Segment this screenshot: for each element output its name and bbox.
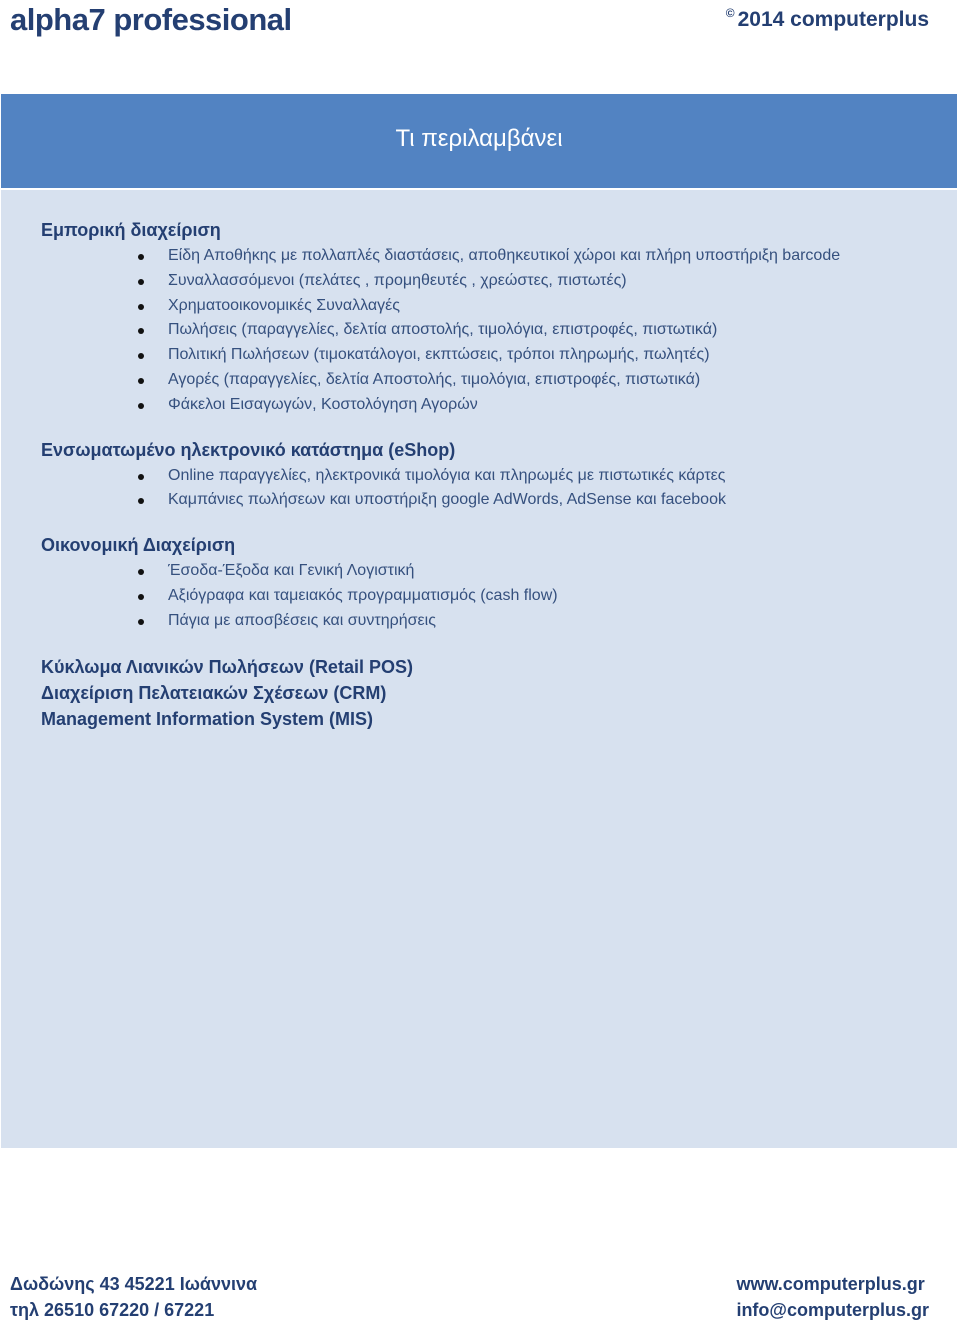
panel-header	[1, 94, 957, 190]
footer-address: Δωδώνης 43 45221 Ιωάννινα	[10, 1274, 258, 1294]
list-item-text: Χρηματοοικονομικές Συναλλαγές	[168, 296, 400, 314]
section-title: Οικονομική Διαχείριση	[41, 535, 236, 556]
bullet-icon	[138, 279, 144, 285]
list-item-text: Έσοδα-Έξοδα και Γενική Λογιστική	[168, 562, 415, 580]
list-item	[41, 244, 947, 269]
list-item	[41, 559, 947, 584]
copyright-text: 2014 computerplus	[737, 8, 929, 31]
brand-title: alpha7 professional	[10, 2, 292, 37]
bullet-icon	[138, 328, 144, 334]
list-item	[41, 464, 947, 489]
footer-phone: τηλ 26510 67220 / 67221	[10, 1300, 215, 1320]
list-item	[41, 609, 947, 634]
bullet-icon	[138, 474, 144, 480]
panel-title: Τι περιλαμβάνει	[395, 125, 563, 152]
copyright	[726, 8, 929, 32]
list-item-text: Αγορές (παραγγελίες, δελτία Αποστολής, τιμολόγια, επιστροφές, πιστωτικά)	[168, 370, 701, 388]
list-item-text: Πάγια με αποσβέσεις και συντηρήσεις	[168, 611, 436, 629]
bullet-icon	[138, 353, 144, 359]
footer-email[interactable]: info@computerplus.gr	[736, 1300, 929, 1320]
module-crm: Διαχείριση Πελατειακών Σχέσεων (CRM)	[41, 682, 387, 703]
bullet-icon	[138, 569, 144, 575]
section-title: Εμπορική διαχείριση	[41, 220, 221, 240]
bullet-icon	[138, 378, 144, 384]
bullet-icon	[138, 619, 144, 625]
list-item	[41, 368, 947, 393]
bullet-icon	[138, 498, 144, 504]
bullet-icon	[138, 403, 144, 409]
section-financial	[41, 533, 947, 633]
section-eshop	[41, 438, 947, 514]
list-item-text: Αξιόγραφα και ταμειακός προγραμματισμός (cash flow)	[168, 586, 558, 604]
list-item	[41, 584, 947, 609]
footer-web	[736, 1271, 929, 1323]
list-item-text: Συναλλασσόμενοι (πελάτες , προμηθευτές , χρεώστες, πιστωτές)	[168, 271, 627, 289]
item-list	[41, 559, 947, 633]
item-list	[41, 244, 947, 418]
list-item-text: Φάκελοι Εισαγωγών, Κοστολόγηση Αγορών	[168, 395, 478, 413]
extra-modules	[41, 654, 947, 732]
content	[41, 218, 947, 732]
copyright-symbol: ©	[725, 6, 735, 20]
list-item	[41, 488, 947, 513]
list-item-text: Είδη Αποθήκης με πολλαπλές διαστάσεις, αποθηκευτικοί χώροι και πλήρη υποστήριξη barcode	[168, 247, 841, 264]
list-item-text: Online παραγγελίες, ηλεκτρονικά τιμολόγια και πληρωμές με πιστωτικές κάρτες	[168, 466, 726, 484]
section-commercial	[41, 218, 947, 418]
list-item	[41, 294, 947, 319]
list-item	[41, 269, 947, 294]
bullet-icon	[138, 304, 144, 310]
module-mis: Management Information System (MIS)	[41, 708, 374, 729]
list-item-text: Πωλήσεις (παραγγελίες, δελτία αποστολής, τιμολόγια, επιστροφές, πιστωτικά)	[168, 321, 718, 339]
list-item-text: Καμπάνιες πωλήσεων και υποστήριξη google AdWords, AdSense και facebook	[168, 491, 726, 509]
list-item	[41, 343, 947, 368]
section-title: Ενσωματωμένο ηλεκτρονικό κατάστημα (eShop)	[41, 439, 456, 460]
bullet-icon	[138, 594, 144, 600]
module-retail-pos: Κύκλωμα Λιανικών Πωλήσεων (Retail POS)	[41, 656, 413, 677]
item-list	[41, 464, 947, 514]
footer-contact	[10, 1271, 257, 1323]
list-item-text: Πολιτική Πωλήσεων (τιμοκατάλογοι, εκπτώσεις, τρόποι πληρωμής, πωλητές)	[168, 346, 710, 364]
list-item	[41, 393, 947, 418]
footer-website[interactable]: www.computerplus.gr	[736, 1274, 925, 1294]
bullet-icon	[138, 254, 144, 260]
list-item	[41, 318, 947, 343]
content-panel	[1, 94, 957, 1148]
